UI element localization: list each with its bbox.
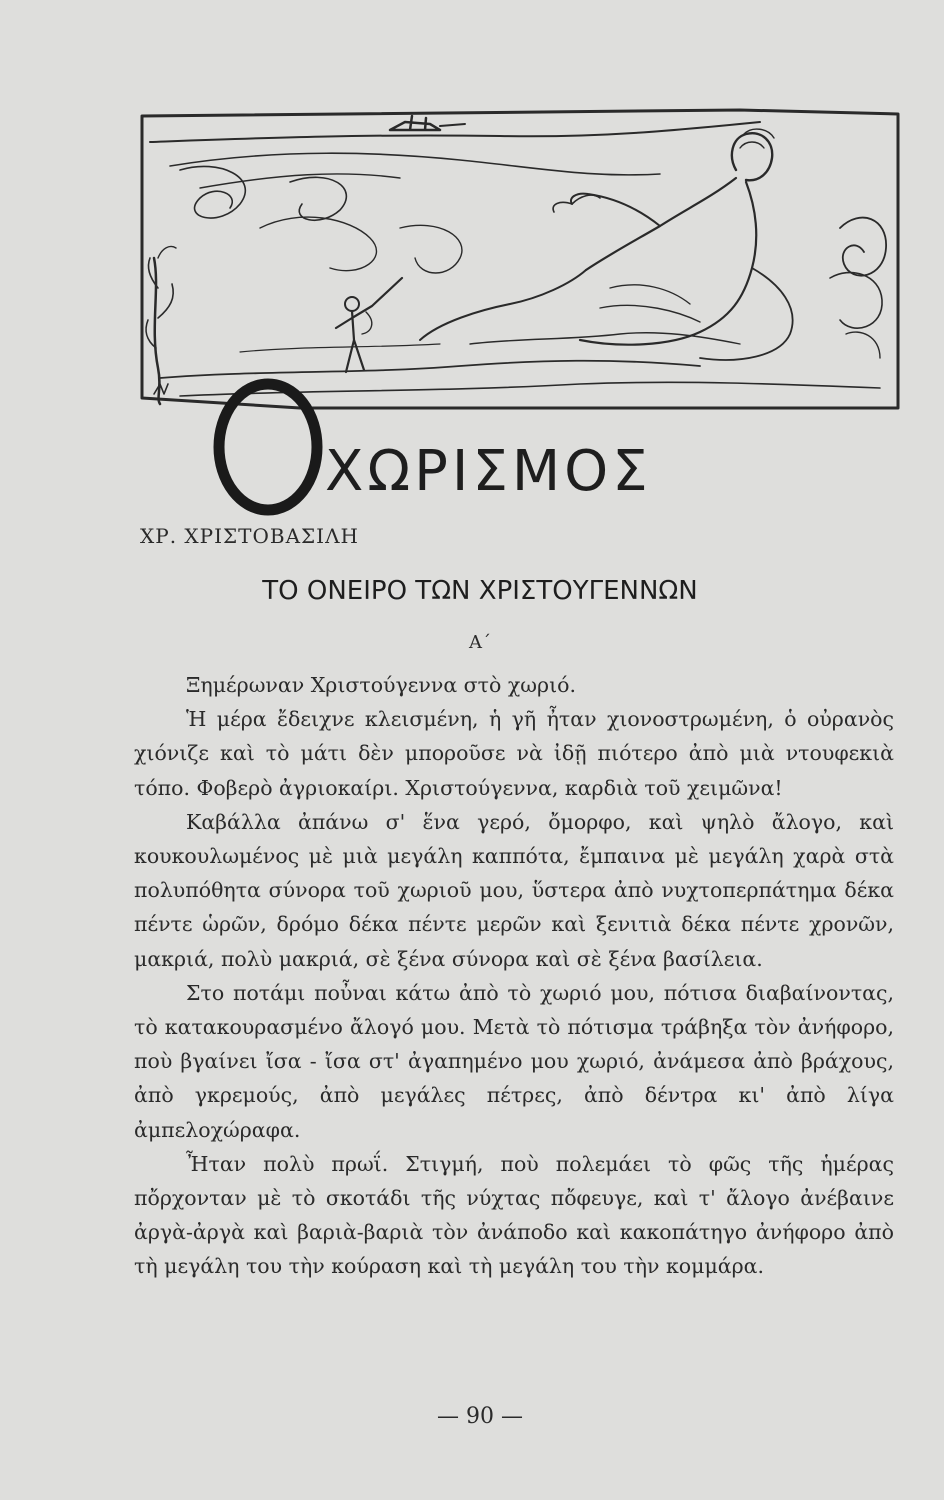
paragraph-4: Στο ποτάμι ποὖναι κάτω ἀπὸ τὸ χωριό μου, πότισα διαβαίνοντας, τὸ κατακουρασμένο ἄλογό μου. Μετὰ τὸ πότισμα τράβηξα τὸν ἀνήφορο, ποὺ βγαίνει ἴσα - ἴσα στ' ἀγαπημένο μου χωριό, ἀνάμεσα ἀπὸ βράχους, ἀπὸ γκρεμούς, ἀπὸ μεγάλες πέτρες, ἀπὸ δέντρα κι' ἀπὸ λίγα ἀμπελοχώραφα. [134,980,894,1142]
paragraph-1: Ξημέρωναν Χριστούγεννα στὸ χωριό. [186,673,576,697]
paragraph-2: Ἡ μέρα ἔδειχνε κλεισμένη, ἡ γῆ ἦταν χιονοστρωμένη, ὁ οὐρανὸς χιόνιζε καὶ τὸ μάτι δὲν μποροῦσε νὰ ἰδῇ πιότερο ἀπὸ μιὰ ντουφεκιὰ τόπο. Φοβερὸ ἀγριοκαίρι. Χριστούγεννα, καρδιὰ τοῦ χειμῶνα! [134,707,894,800]
paragraph-5: Ἦταν πολὺ πρωΐ. Στιγμή, ποὺ πολεμάει τὸ φῶς τῆς ἡμέρας πὄρχονταν μὲ τὸ σκοτάδι τῆς νύχτας πὄφευγε, καὶ τ' ἄλογο ἀνέβαινε ἀργὰ-ἀργὰ καὶ βαριὰ-βαριὰ τὸν ἀνάποδο καὶ κακοπάτηγο ἀνήφορο ἀπὸ τὴ μεγάλη του τὴν κούραση καὶ τὴ μεγάλη του τὴν κομμάρα. [134,1151,894,1279]
author-name: ΧΡ. ΧΡΙΣΤΟΒΑΣΙΛΗ [140,524,359,548]
body-text [134,668,894,1284]
paragraph-3: Καβάλλα ἀπάνω σ' ἕνα γερό, ὄμορφο, καὶ ψηλὸ ἄλογο, καὶ κουκουλωμένος μὲ μιὰ μεγάλη καππότα, ἔμπαινα μὲ μεγάλη χαρὰ στὰ πολυπόθητα σύνορα τοῦ χωριοῦ μου, ὕστερα ἀπὸ νυχτοπερπάτημα δέκα πέντε ὡρῶν, δρόμο δέκα πέντε μερῶν καὶ ξενιτιὰ δέκα πέντε χρονῶν, μακριά, πολὺ μακριά, σὲ ξένα σύνορα καὶ σὲ ξένα βασίλεια. [134,809,894,971]
page-number: — 90 — [437,1404,523,1429]
story-title: ΤΟ ΟΝΕΙΡΟ ΤΩΝ ΧΡΙΣΤΟΥΓΕΝΝΩΝ [262,576,698,606]
heading-title: ΧΩΡΙΣΜΟΣ [325,439,652,504]
heading-initial-o [213,378,323,516]
chapter-number: Α΄ [469,632,491,653]
